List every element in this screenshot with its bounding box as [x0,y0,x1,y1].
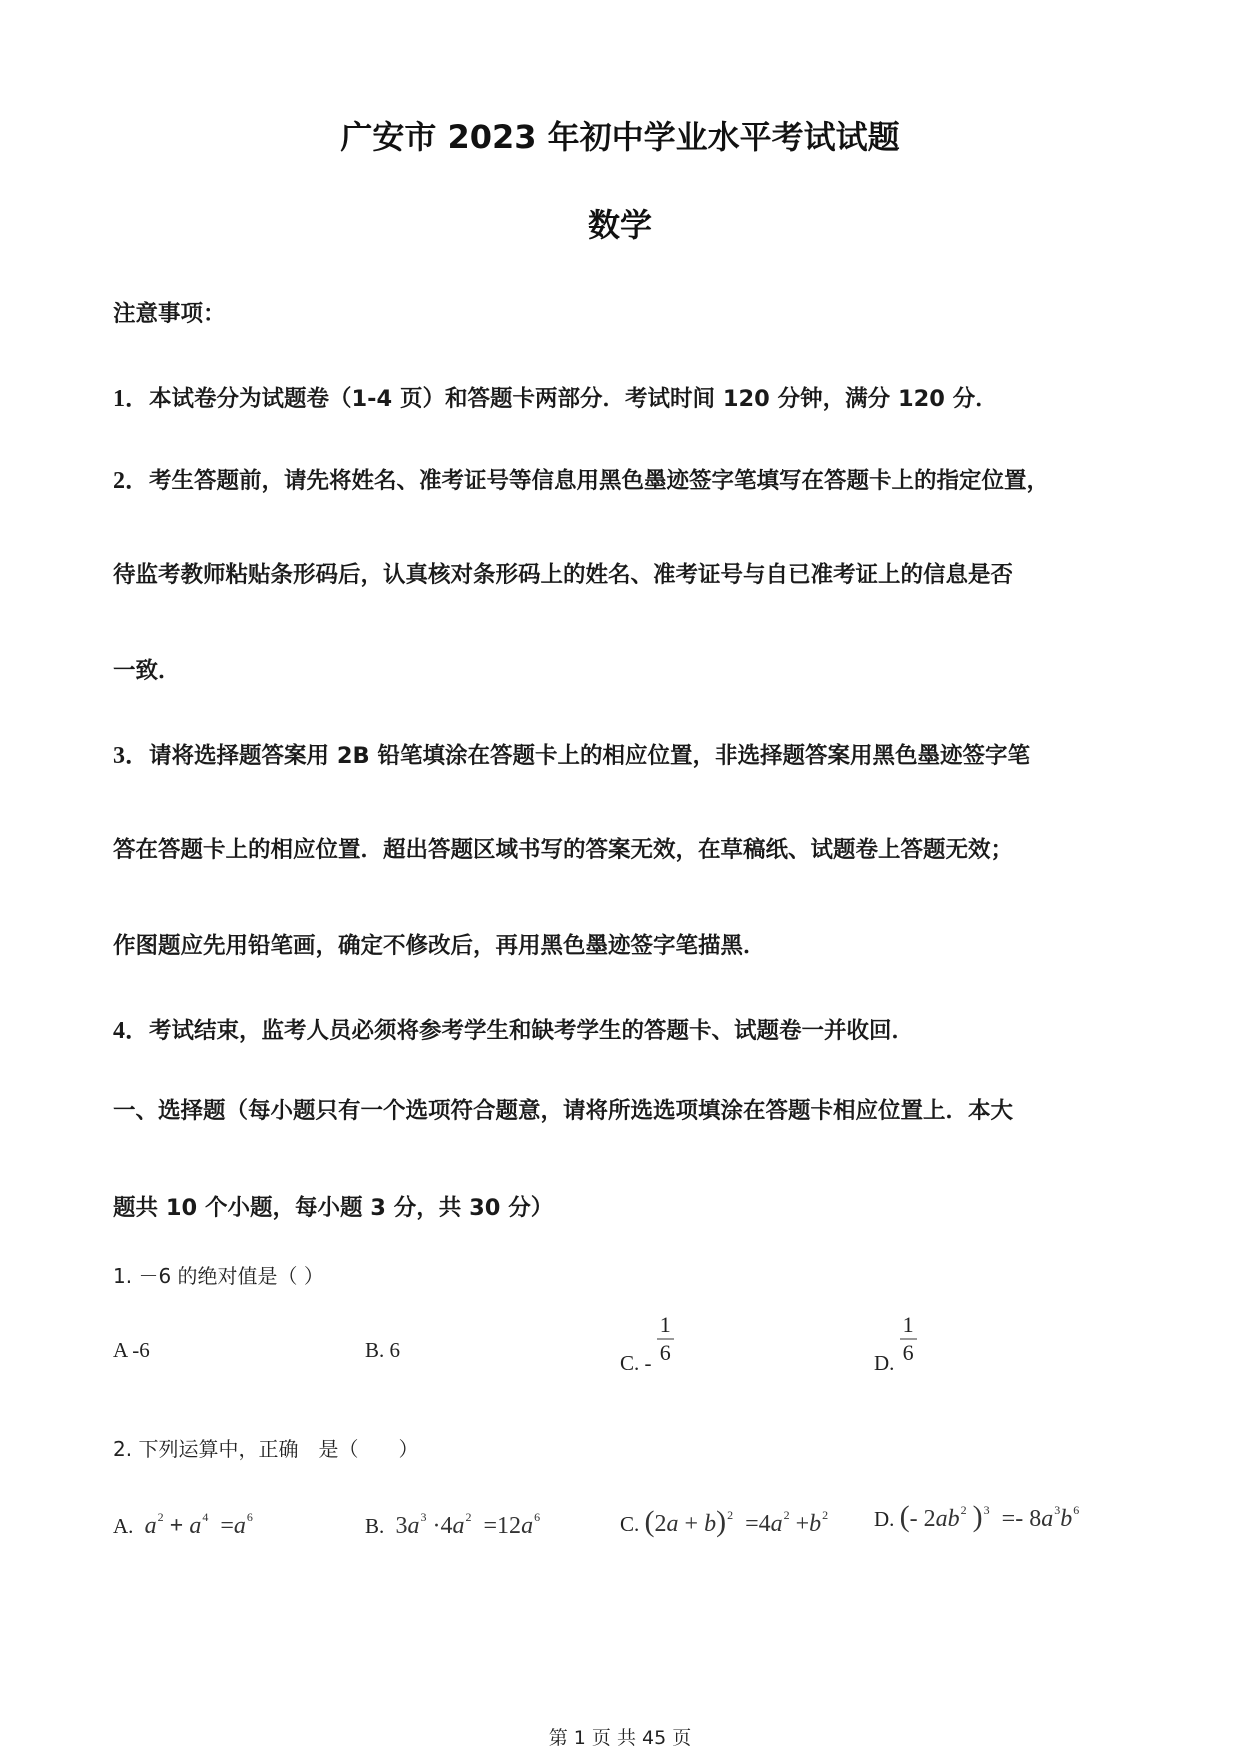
math-expression: (- $2ab^2$ )$^3 =- 8a^3b^6$ [899,1500,1080,1533]
notice-item-1 [113,378,998,413]
notice-item-text: 本试卷分为试题卷（1-4 页）和答题卡两部分．考试时间 120 分钟，满分 120 分． [149,386,998,412]
question-2-option-c[interactable] [620,1505,828,1539]
option-label: B. [365,1338,385,1362]
question-1-stem: 1. －6 的绝对值是（ ） [113,1264,324,1288]
option-label: C. [620,1350,640,1375]
notice-item-2-line-2: 待监考教师粘贴条形码后，认真核对条形码上的姓名、准考证号与自已准考证上的信息是否 [113,562,1014,588]
notice-item-text: 请将选择题答案用 2B 铅笔填涂在答题卡上的相应位置，非选择题答案用黑色墨迹签字笔 [149,743,1030,769]
subject-title: 数学 [587,206,652,244]
option-text: -6 [132,1338,150,1362]
option-label: C. [620,1512,640,1536]
notice-item-number: 2． [113,468,149,494]
notice-item-3 [113,735,1030,770]
notice-item-text: 考生答题前，请先将姓名、准考证号等信息用黑色墨迹签字笔填写在答题卡上的指定位置， [149,468,1050,494]
fraction-numerator: 1 [900,1312,917,1340]
option-label: D. [874,1350,895,1375]
fraction-denominator: 6 [902,1340,914,1365]
fraction [657,1312,674,1366]
option-label: B. [365,1514,385,1538]
notice-item-3-line-3: 作图题应先用铅笔画，确定不修改后，再用黑色墨迹签字笔描黑． [113,933,766,959]
question-1-option-d[interactable] [874,1302,917,1375]
math-expression: $3a^3 \cdot 4a^2 =12a^6$ [395,1510,541,1539]
question-2-stem: 2. 下列运算中，正确 是（ ） [113,1437,419,1461]
math-expression: $(2a + b)^2 =4a^2 +b^2$ [644,1505,829,1538]
notice-item-2-line-3: 一致． [113,658,181,684]
question-1-option-b[interactable] [365,1338,400,1363]
notice-heading: 注意事项： [113,301,226,327]
option-text: 6 [389,1338,401,1362]
notice-item-3-line-2: 答在答题卡上的相应位置．超出答题区域书写的答案无效，在草稿纸、试题卷上答题无效； [113,837,1014,863]
question-2-option-d[interactable] [874,1500,1079,1534]
page-number: 第 1 页 共 45 页 [548,1727,692,1749]
option-label: D. [874,1507,895,1531]
question-2-option-a[interactable] [113,1510,253,1540]
fraction-denominator: 6 [659,1340,671,1365]
section-heading-line-2: 题共 10 个小题，每小题 3 分，共 30 分） [113,1195,554,1221]
notice-item-number: 4． [113,1018,149,1044]
question-2-option-b[interactable] [365,1510,540,1540]
section-heading-line-1: 一、选择题（每小题只有一个选项符合题意，请将所选选项填涂在答题卡相应位置上．本大 [113,1098,1014,1124]
notice-item-number: 1． [113,386,149,412]
option-label: A. [113,1514,134,1538]
question-1-option-a[interactable] [113,1338,150,1363]
option-sign: - [644,1350,652,1375]
document-title: 广安市 2023 年初中学业水平考试试题 [340,118,900,156]
notice-item-text: 考试结束，监考人员必须将参考学生和缺考学生的答题卡、试题卷一并收回． [149,1018,915,1044]
notice-item-number: 3． [113,743,149,769]
option-label: A [113,1338,128,1362]
fraction [900,1312,917,1366]
notice-item-2 [113,460,1049,495]
question-1-option-c[interactable] [620,1302,674,1375]
notice-item-4 [113,1010,914,1045]
fraction-numerator: 1 [657,1312,674,1340]
math-expression: $a^2 + a^4 =a^6$ [144,1510,253,1539]
